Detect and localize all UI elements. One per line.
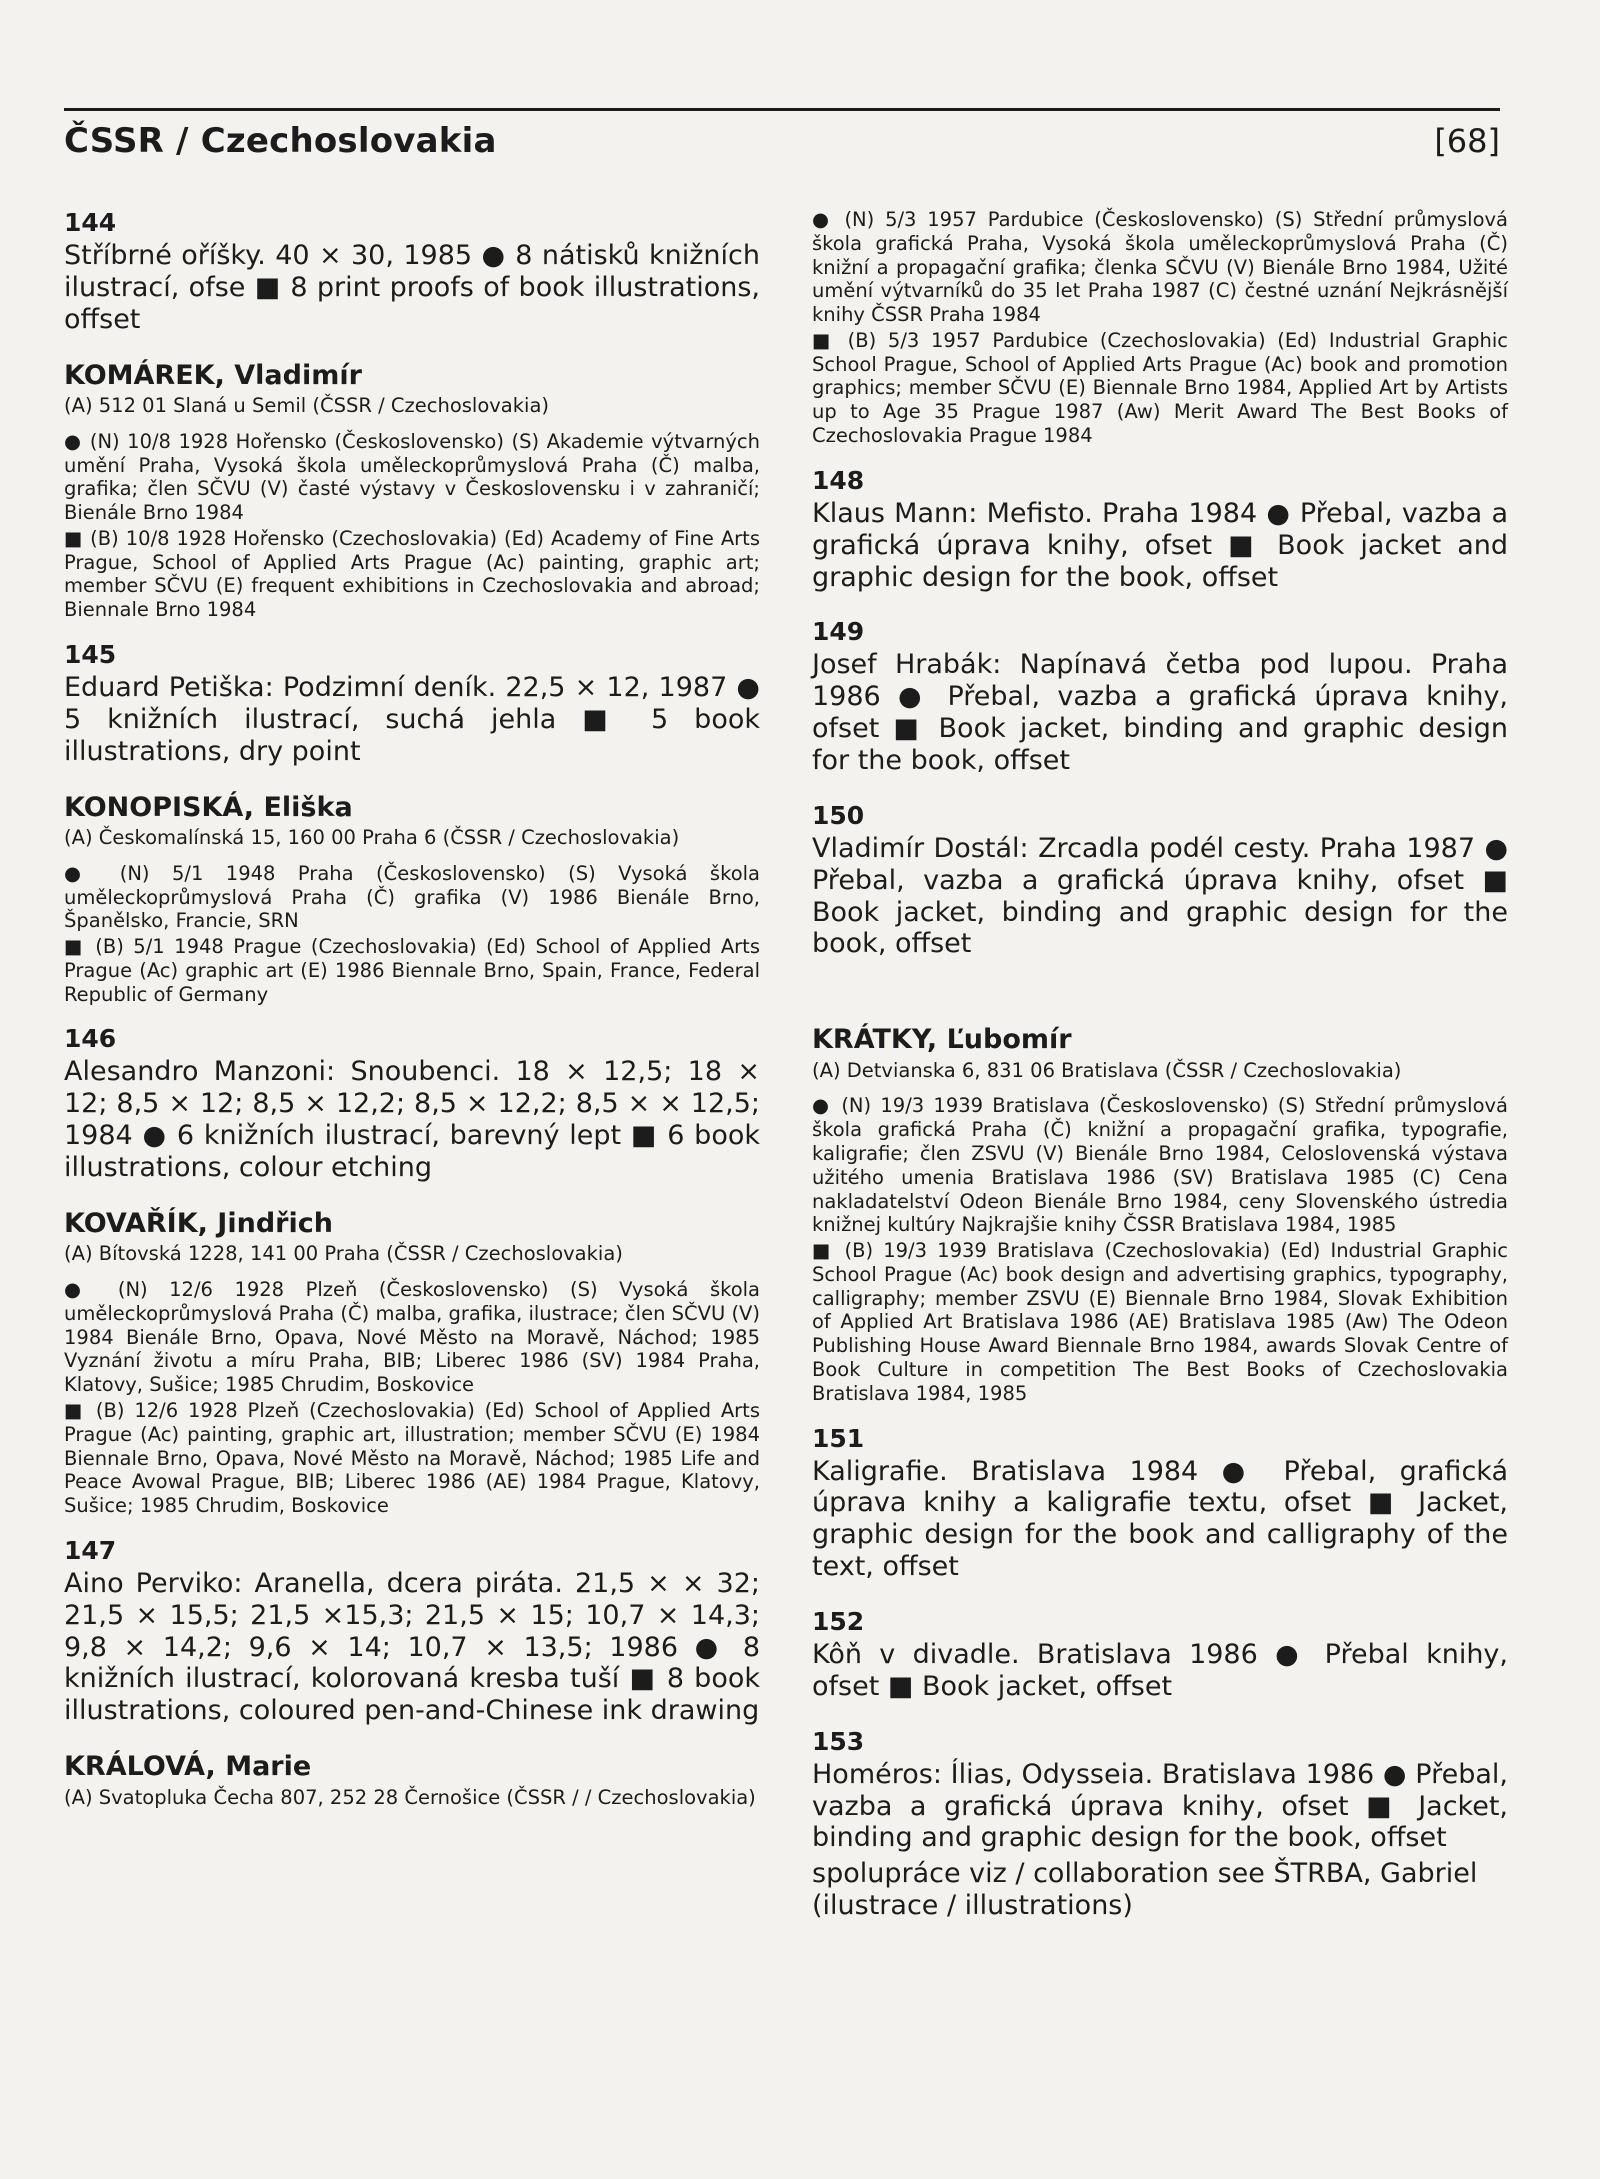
work-description: Kaligrafie. Bratislava 1984 ● Přebal, grafická úprava knihy a kaligrafie textu, ofset ■ Jacket, graphic design for the book and calligraphy of the text, offset (812, 1455, 1508, 1583)
page-title: ČSSR / Czechoslovakia (64, 121, 497, 161)
work-description: Stříbrné oříšky. 40 × 30, 1985 ● 8 nátisků knižních ilustrací, ofse ■ 8 print proofs of book illustrations, offset (64, 240, 760, 335)
artist-address: (A) Detvianska 6, 831 06 Bratislava (ČSSR / Czechoslovakia) (812, 1058, 1402, 1082)
artist-address: (A) Svatopluka Čecha 807, 252 28 Černošice (ČSSR / / Czechoslovakia) (64, 1785, 756, 1809)
left-column (64, 208, 760, 1821)
artist-bio-czech: ● (N) 5/3 1957 Pardubice (Československo) (S) Střední průmyslová škola grafická Praha, Vysoká škola uměleckoprůmyslová Praha (Č) knižní a propagační grafika; členka SČVU (V) Bienále Brno 1984, Užité umění výtvarníků do 35 let Praha 1987 (C) čestné uznání Nejkrásnější knihy ČSSR Praha 1984 (812, 208, 1508, 327)
work-description: Josef Hrabák: Napínavá četba pod lupou. Praha 1986 ● Přebal, vazba a grafická úprava knihy, ofset ■ Book jacket, binding and graphic design for the book, offset (812, 649, 1508, 776)
work-description: Homéros: Ílias, Odysseia. Bratislava 1986 ● Přebal, vazba a grafická úprava knihy, ofset ■ Jacket, binding and graphic design for the book, offset (812, 1758, 1508, 1854)
artist-address: (A) 512 01 Slaná u Semil (ČSSR / Czechoslovakia) (64, 393, 550, 417)
artist-name: KOVAŘÍK, Jindřich (64, 1207, 333, 1239)
right-column (812, 208, 1508, 1922)
work-number: 153 (812, 1726, 865, 1756)
artist-bio-english: ■ (B) 10/8 1928 Hořensko (Czechoslovakia) (Ed) Academy of Fine Arts Prague, School of Applied Arts Prague (Ac) painting, graphic art; member SČVU (E) frequent exhibitions in Czechoslovakia and abroad; Biennale Brno 1984 (64, 526, 760, 622)
artist-bio-english: ■ (B) 5/1 1948 Prague (Czechoslovakia) (Ed) School of Applied Arts Prague (Ac) graphic art (E) 1986 Biennale Brno, Spain, France, Federal Republic of Germany (64, 935, 760, 1006)
artist-bio-english: ■ (B) 5/3 1957 Pardubice (Czechoslovakia) (Ed) Industrial Graphic School Prague, School of Applied Arts Prague (Ac) book and promotion graphics; member SČVU (E) Biennale Brno 1984, Applied Art by Artists up to Age 35 Prague 1987 (Aw) Merit Award The Best Books of Czechoslovakia Prague 1984 (812, 328, 1508, 448)
artist-bio-czech: ● (N) 10/8 1928 Hořensko (Československo) (S) Akademie výtvarných umění Praha, Vysoká škola uměleckoprůmyslová Praha (Č) malba, grafika; člen SČVU (V) časté výstavy v Československu i v zahraničí; Bienále Brno 1984 (64, 429, 760, 525)
artist-address: (A) Českomalínská 15, 160 00 Praha 6 (ČSSR / Czechoslovakia) (64, 825, 680, 849)
page-header (64, 108, 1500, 161)
artist-address: (A) Bítovská 1228, 141 00 Praha (ČSSR / Czechoslovakia) (64, 1242, 623, 1266)
work-description: Eduard Petiška: Podzimní deník. 22,5 × 12, 1987 ● 5 knižních ilustrací, suchá jehla ■ 5 book illustrations, dry point (64, 672, 760, 767)
artist-bio-english: ■ (B) 19/3 1939 Bratislava (Czechoslovakia) (Ed) Industrial Graphic School Prague (Ac) book design and advertising graphics, typography, calligraphy; member ZSVU (E) Biennale Brno 1984, Slovak Exhibition of Applied Art Bratislava 1986 (AE) Bratislava 1985 (Aw) The Odeon Publishing House Award Biennale Brno 1984, awards Slovak Centre of Book Culture in competition The Best Books of Czechoslovakia Bratislava 1984, 1985 (812, 1239, 1508, 1405)
work-description: Aino Perviko: Aranella, dcera piráta. 21,5 × × 32; 21,5 × 15,5; 21,5 ×15,3; 21,5 × 15; 10,7 × 14,3; 9,8 × 14,2; 9,6 × 14; 10,7 × 13,5; 1986 ● 8 knižních ilustrací, kolorovaná kresba tuší ■ 8 book illustrations, coloured pen-and-Chinese ink drawing (64, 1567, 760, 1727)
artist-bio-czech: ● (N) 12/6 1928 Plzeň (Československo) (S) Vysoká škola uměleckoprůmyslová Praha (Č) malba, grafika, ilustrace; člen SČVU (V) 1984 Bienále Brno, Opava, Nové Město na Moravě, Náchod; 1985 Vyznání životu a míru Praha, BIB; Liberec 1986 (SV) 1984 Praha, Klatovy, Sušice; 1985 Chrudim, Boskovice (64, 1278, 760, 1397)
artist-name: KOMÁREK, Vladimír (64, 359, 362, 391)
artist-name: KRÁLOVÁ, Marie (64, 1751, 312, 1783)
work-number: 149 (812, 617, 865, 647)
artist-bio-czech: ● (N) 5/1 1948 Praha (Československo) (S) Vysoká škola uměleckoprůmyslová Praha (Č) grafika (V) 1986 Bienále Brno, Španělsko, Francie, SRN (64, 861, 760, 933)
work-number: 144 (64, 208, 117, 237)
work-number: 147 (64, 1535, 117, 1565)
artist-bio-czech: ● (N) 19/3 1939 Bratislava (Československo) (S) Střední průmyslová škola grafická Praha (Č) knižní a propagační grafika, typografie, kaligrafie; člen ZSVU (V) Bienále Brno 1984, Celoslovenská výstava užitého umenia Bratislava 1986 (SV) Bratislava 1985 (C) Cena nakladatelství Odeon Bienále Brno 1984, ceny Slovenského ústredia knižnej kultúry Najkrajšie knihy ČSSR Bratislava 1984, 1985 (812, 1094, 1508, 1237)
work-number: 150 (812, 800, 865, 830)
work-description: Vladimír Dostál: Zrcadla podél cesty. Praha 1987 ● Přebal, vazba a grafická úprava knihy, ofset ■ Book jacket, binding and graphic design for the book, offset (812, 832, 1508, 960)
page-number: [68] (1434, 122, 1500, 160)
work-number: 146 (64, 1024, 117, 1054)
work-description: Alesandro Manzoni: Snoubenci. 18 × 12,5; 18 × 12; 8,5 × 12; 8,5 × 12,2; 8,5 × 12,2; 8,5 × × 12,5; 1984 ● 6 knižních ilustrací, barevný lept ■ 6 book illustrations, colour etching (64, 1056, 760, 1184)
work-description: Klaus Mann: Mefisto. Praha 1984 ● Přebal, vazba a grafická úprava knihy, ofset ■ Book jacket and graphic design for the book, offset (812, 497, 1508, 593)
collaboration-note: spolupráce viz / collaboration see ŠTRBA, Gabriel (ilustrace / illustrations) (812, 1858, 1478, 1922)
work-number: 145 (64, 640, 117, 669)
work-number: 152 (812, 1607, 865, 1637)
artist-name: KONOPISKÁ, Eliška (64, 791, 353, 823)
work-number: 151 (812, 1423, 865, 1453)
work-number: 148 (812, 465, 865, 495)
artist-bio-english: ■ (B) 12/6 1928 Plzeň (Czechoslovakia) (Ed) School of Applied Arts Prague (Ac) painting, graphic art, illustration; member SČVU (E) 1984 Biennale Brno, Opava, Nové Město na Moravě, Náchod; 1985 Life and Peace Avowal Prague, BIB; Liberec 1986 (AE) 1984 Prague, Klatovy, Sušice; 1985 Chrudim, Boskovice (64, 1398, 760, 1518)
work-description: Kôň v divadle. Bratislava 1986 ● Přebal knihy, ofset ■ Book jacket, offset (812, 1639, 1508, 1702)
artist-name: KRÁTKY, Ľubomír (812, 1024, 1072, 1056)
